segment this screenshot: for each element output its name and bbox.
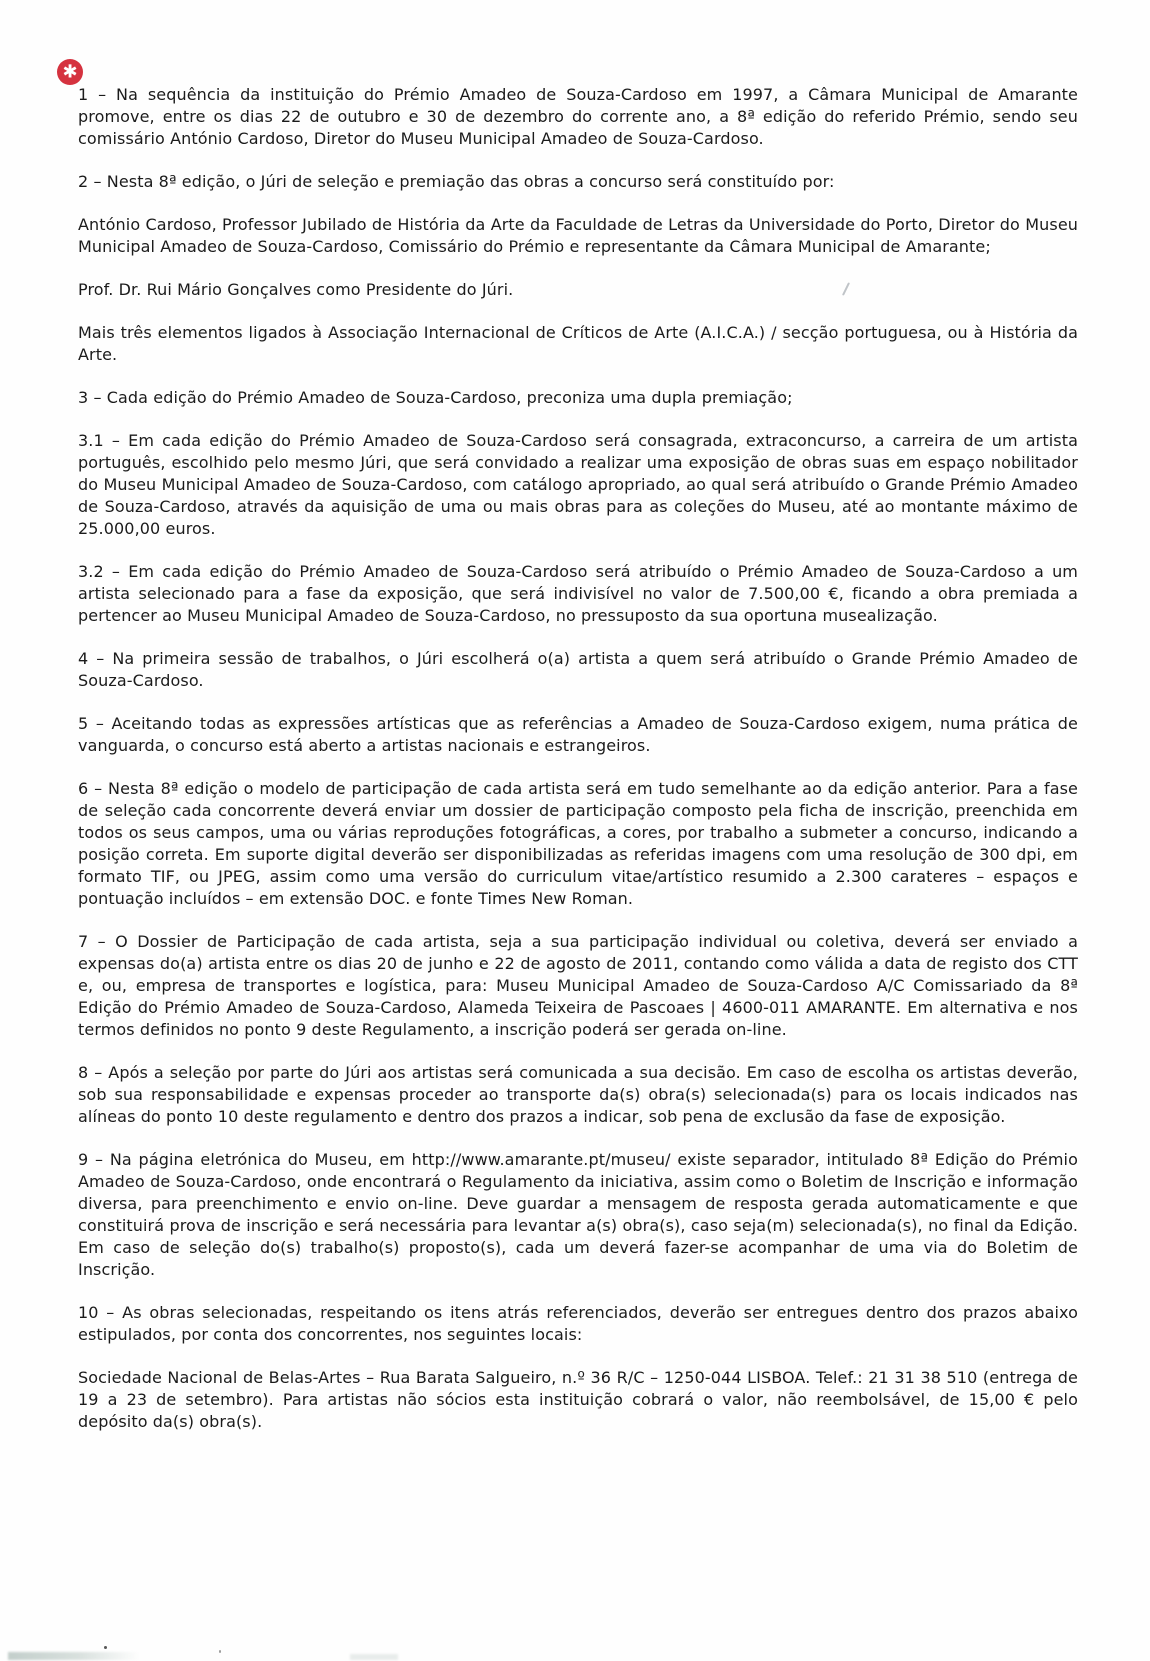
scan-speck-artifact [219, 1650, 221, 1653]
scan-smudge-artifact [350, 1654, 398, 1660]
paragraph-3: António Cardoso, Professor Jubilado de História da Arte da Faculdade de Letras da Universidade do Porto, Diretor do Museu Municipal Amadeo de Souza-Cardoso, Comissário do Prémio e representante da Câmara Municipal de Amarante; [78, 215, 1078, 256]
paragraph-11: 6 – Nesta 8ª edição o modelo de participação de cada artista será em tudo semelhante ao da edição anterior. Para a fase de seleção cada concorrente deverá enviar um dossier de participação composto pela ficha de inscrição, preenchida em todos os seus campos, uma ou várias reproduções fotográficas, a cores, por trabalho a submeter a concurso, indicando a posição correta. Em suporte digital deverão ser disponibilizadas as referidas imagens com uma resolução de 300 dpi, em formato TIF, ou JPEG, assim como uma versão do curriculum vitae/artístico resumido a 2.300 carateres – espaços e pontuação incluídos – em extensão DOC. e fonte Times New Roman. [78, 779, 1078, 908]
paragraph-2: 2 – Nesta 8ª edição, o Júri de seleção e premiação das obras a concurso será constituído por: [78, 172, 835, 191]
paragraph-9: 4 – Na primeira sessão de trabalhos, o Júri escolherá o(a) artista a quem será atribuído o Grande Prémio Amadeo de Souza-Cardoso. [78, 649, 1078, 690]
red-asterisk-badge [57, 59, 83, 85]
scan-speck-artifact [104, 1646, 107, 1649]
paragraph-14: 9 – Na página eletrónica do Museu, em http://www.amarante.pt/museu/ existe separador, intitulado 8ª Edição do Prémio Amadeo de Souza-Cardoso, onde encontrará o Regulamento da iniciativa, assim como o Boletim de Inscrição e informação diversa, para preenchimento e envio on-line. Deve guardar a mensagem de resposta gerada automaticamente e que constituirá prova de inscrição e será necessária para levantar a(s) obra(s), caso seja(m) selecionada(s), no final da Edição. Em caso de seleção do(s) trabalho(s) proposto(s), cada um deverá fazer-se acompanhar de uma via do Boletim de Inscrição. [78, 1150, 1078, 1279]
paragraph-10: 5 – Aceitando todas as expressões artísticas que as referências a Amadeo de Souza-Cardoso exigem, numa prática de vanguarda, o concurso está aberto a artistas nacionais e estrangeiros. [78, 714, 1078, 755]
paragraph-1: 1 – Na sequência da instituição do Prémio Amadeo de Souza-Cardoso em 1997, a Câmara Municipal de Amarante promove, entre os dias 22 de outubro e 30 de dezembro do corrente ano, a 8ª edição do referido Prémio, sendo seu comissário António Cardoso, Diretor do Museu Municipal Amadeo de Souza-Cardoso. [78, 85, 1078, 148]
scan-smudge-artifact [8, 1652, 140, 1660]
document-body [78, 84, 1078, 1454]
paragraph-16: Sociedade Nacional de Belas-Artes – Rua Barata Salgueiro, n.º 36 R/C – 1250-044 LISBOA. Telef.: 21 31 38 510 (entrega de 19 a 23 de setembro). Para artistas não sócios esta instituição cobrará o valor, não reembolsável, de 15,00 € pelo depósito da(s) obra(s). [78, 1368, 1078, 1431]
paragraph-8: 3.2 – Em cada edição do Prémio Amadeo de Souza-Cardoso será atribuído o Prémio Amadeo de Souza-Cardoso a um artista selecionado para a fase da exposição, que será indivisível no valor de 7.500,00 €, ficando a obra premiada a pertencer ao Museu Municipal Amadeo de Souza-Cardoso, no pressuposto da sua oportuna musealização. [78, 562, 1078, 625]
paragraph-15: 10 – As obras selecionadas, respeitando os itens atrás referenciados, deverão ser entregues dentro dos prazos abaixo estipulados, por conta dos concorrentes, nos seguintes locais: [78, 1303, 1078, 1344]
paragraph-7: 3.1 – Em cada edição do Prémio Amadeo de Souza-Cardoso será consagrada, extraconcurso, a carreira de um artista português, escolhido pelo mesmo Júri, que será convidado a realizar uma exposição de obras suas em espaço nobilitador do Museu Municipal Amadeo de Souza-Cardoso, com catálogo apropriado, ao qual será atribuído o Grande Prémio Amadeo de Souza-Cardoso, através da aquisição de uma ou mais obras para as coleções do Museu, até ao montante máximo de 25.000,00 euros. [78, 431, 1078, 538]
paragraph-13: 8 – Após a seleção por parte do Júri aos artistas será comunicada a sua decisão. Em caso de escolha os artistas deverão, sob sua responsabilidade e expensas proceder ao transporte da(s) obra(s) selecionada(s) para os locais indicados nas alíneas do ponto 10 deste regulamento e dentro dos prazos a indicar, sob pena de exclusão da fase de exposição. [78, 1063, 1078, 1126]
asterisk-icon: ✱ [62, 61, 78, 83]
paragraph-12: 7 – O Dossier de Participação de cada artista, seja a sua participação individual ou coletiva, deverá ser enviado a expensas do(a) artista entre os dias 20 de junho e 22 de agosto de 2011, contando como válida a data de registo dos CTT e, ou, empresa de transportes e logística, para: Museu Municipal Amadeo de Souza-Cardoso A/C Comissariado da 8ª Edição do Prémio Amadeo de Souza-Cardoso, Alameda Teixeira de Pascoaes | 4600-011 AMARANTE. Em alternativa e nos termos definidos no ponto 9 deste Regulamento, a inscrição poderá ser gerada on-line. [78, 932, 1078, 1039]
paragraph-4: Prof. Dr. Rui Mário Gonçalves como Presidente do Júri. [78, 280, 514, 299]
paragraph-5: Mais três elementos ligados à Associação Internacional de Críticos de Arte (A.I.C.A.) / secção portuguesa, ou à História da Arte. [78, 323, 1078, 364]
paragraph-6: 3 – Cada edição do Prémio Amadeo de Souza-Cardoso, preconiza uma dupla premiação; [78, 388, 793, 407]
